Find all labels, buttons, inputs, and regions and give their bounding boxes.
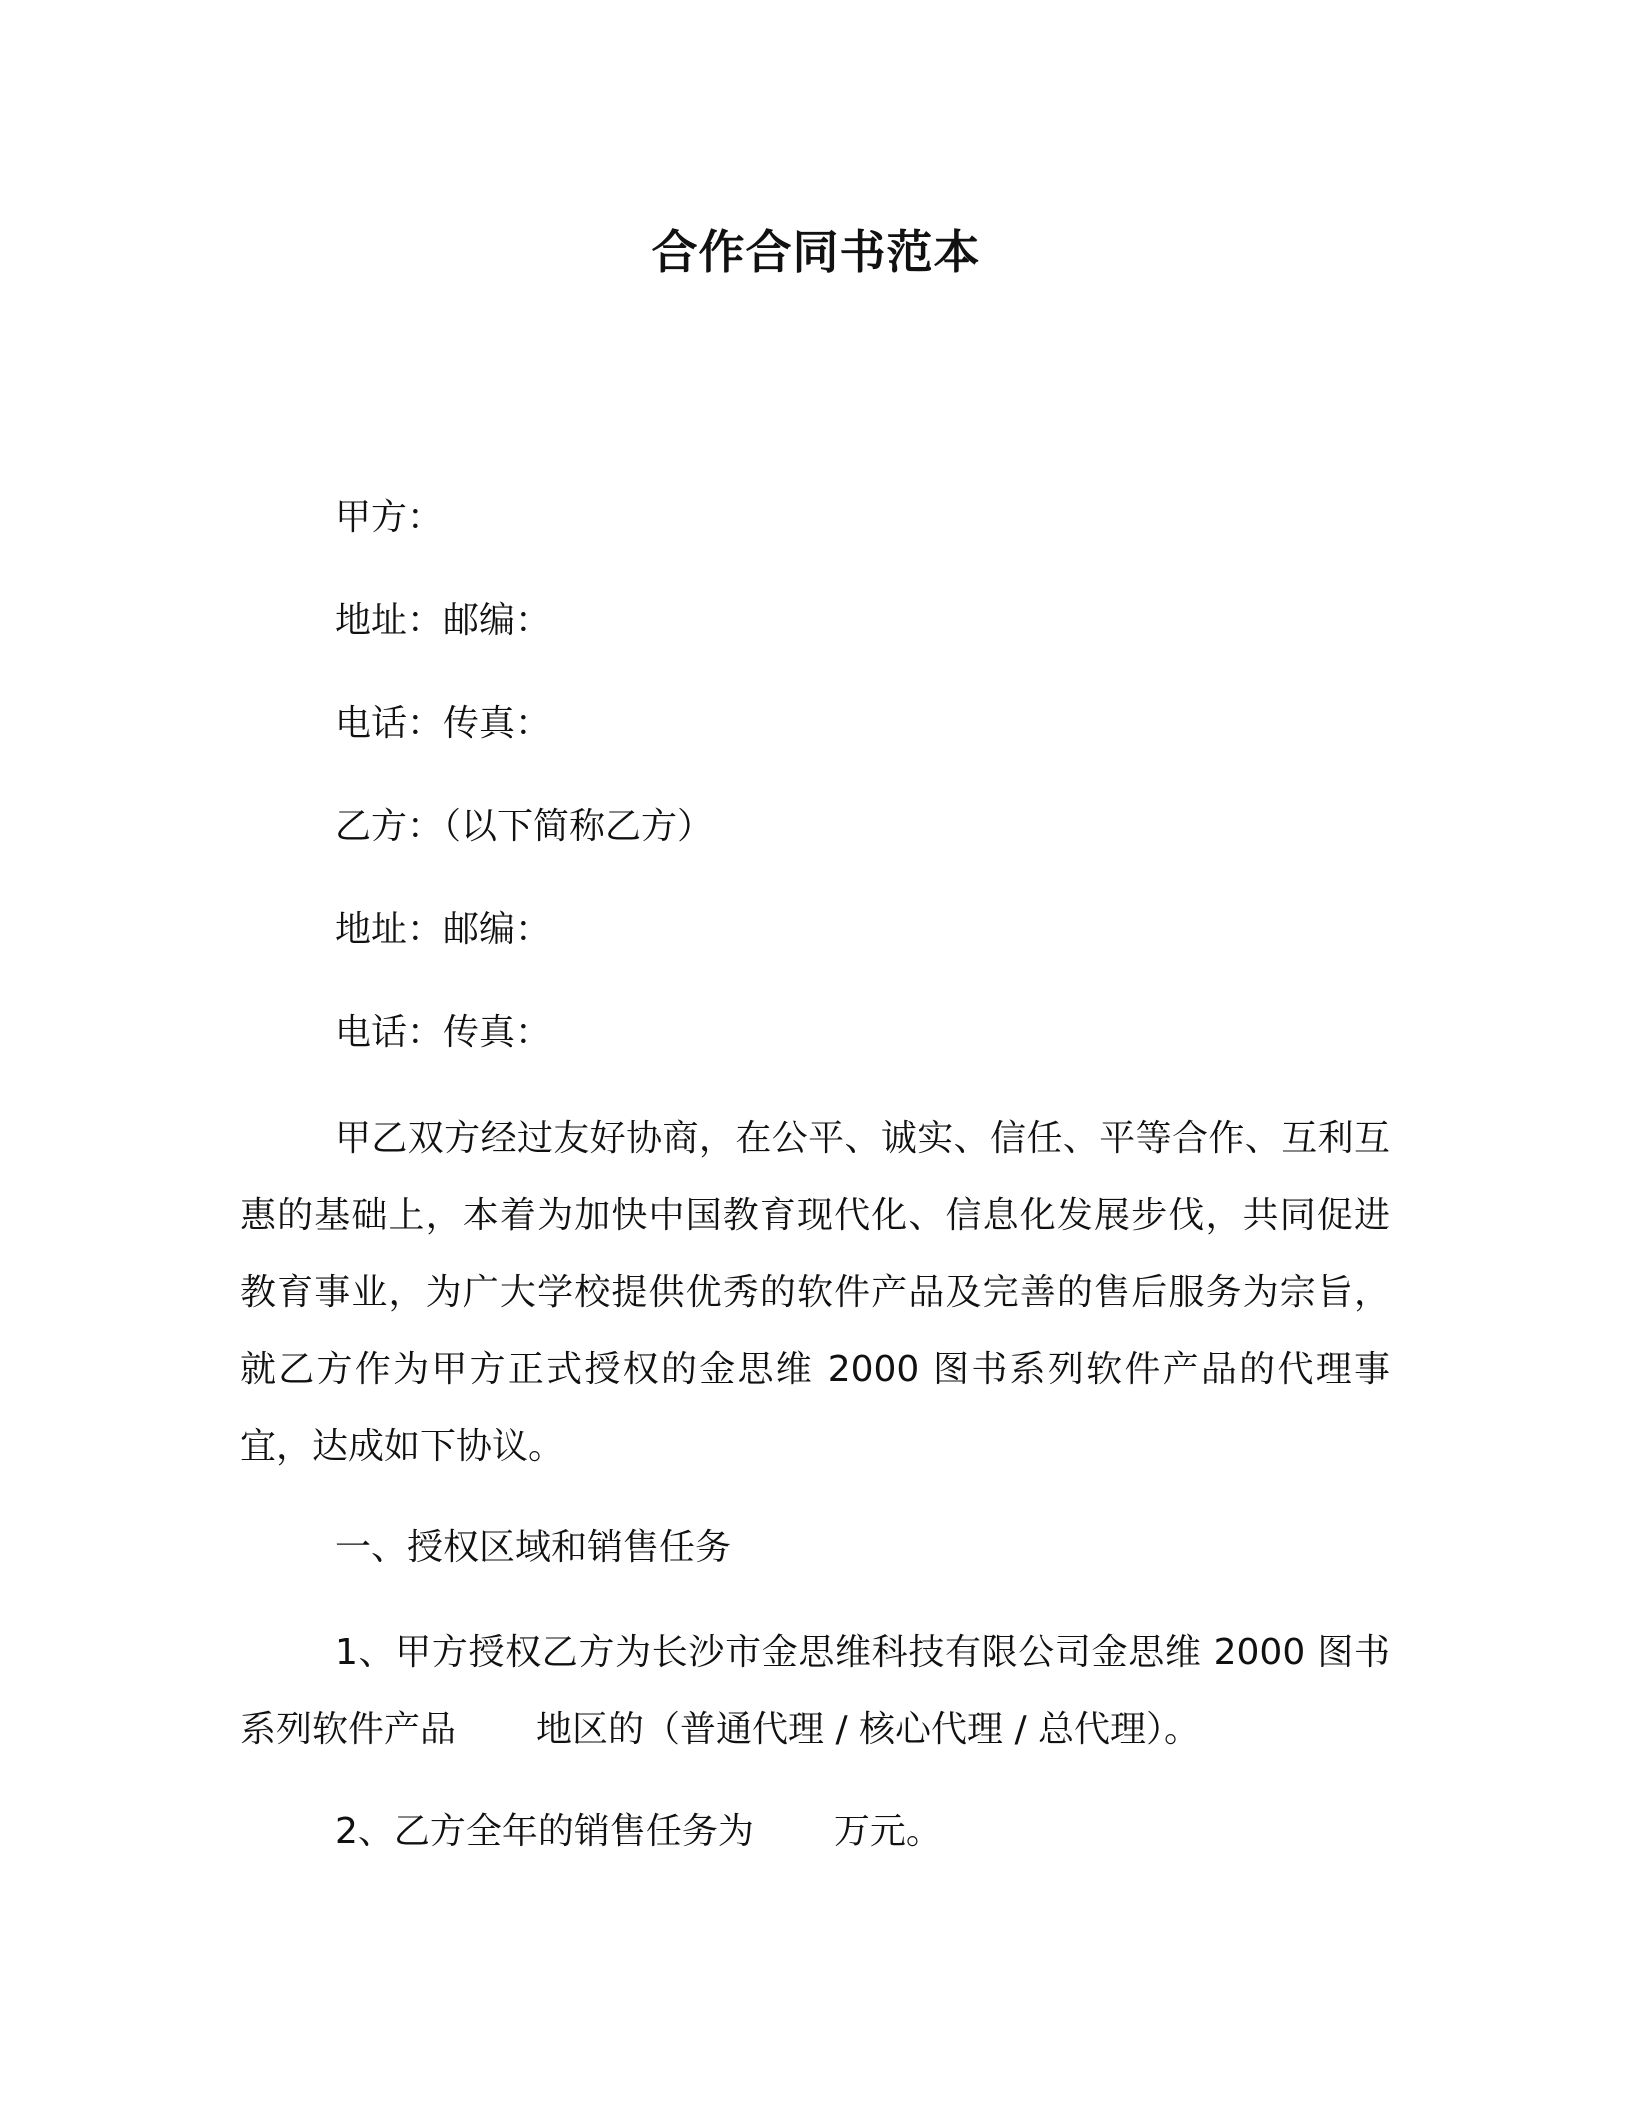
item-1-text-part-2: 地区的（普通代理 / 核心代理 / 总代理）。: [536, 1709, 1201, 1750]
party-b-address-line: 地址：邮编：: [335, 909, 552, 950]
party-a-address-line: 地址：邮编：: [335, 600, 552, 641]
party-b-label: 乙方：（以下简称乙方）: [335, 806, 714, 847]
document-title: 合作合同书范本: [651, 225, 981, 279]
section-1-item-2: [335, 1808, 942, 1856]
preamble-paragraph: 甲乙双方经过友好协商，在公平、诚实、信任、平等合作、互利互惠的基础上，本着为加快中国教育现代化、信息化发展步伐，共同促进教育事业，为广大学校提供优秀的软件产品及完善的售后服务为宗旨，就乙方作为甲方正式授权的金思维 2000 图书系列软件产品的代理事宜，达成如下协议。: [240, 1118, 1390, 1467]
party-b-phone-line: 电话：传真：: [335, 1012, 552, 1053]
party-a-label: 甲方：: [335, 497, 444, 538]
item-2-text-part-1: 2、乙方全年的销售任务为: [335, 1811, 754, 1852]
item-1-text-part-1: 1、甲方授权乙方为长沙市金思维科技有限公司金思维 2000 图书系列软件产品: [240, 1632, 1390, 1750]
item-2-text-part-2: 万元。: [833, 1811, 942, 1852]
section-1-heading: 一、授权区域和销售任务: [335, 1527, 732, 1568]
party-a-phone-line: 电话：传真：: [335, 703, 552, 744]
section-1-item-1: [240, 1614, 1390, 1768]
